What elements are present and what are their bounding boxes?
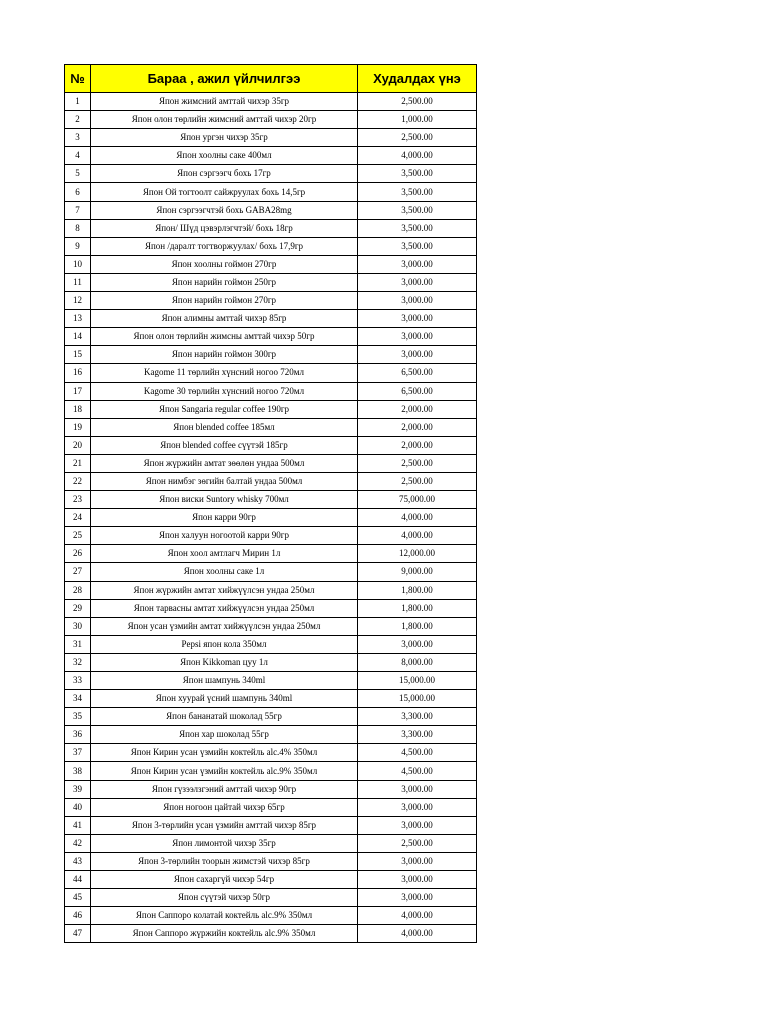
row-price: 6,500.00: [358, 382, 477, 400]
row-number: 29: [65, 599, 91, 617]
header-price: Худалдах үнэ: [358, 65, 477, 93]
row-item-name: Япон хоолны гоймон 270гр: [91, 255, 358, 273]
row-number: 45: [65, 889, 91, 907]
row-price: 3,500.00: [358, 237, 477, 255]
row-item-name: Япон нарийн гоймон 250гр: [91, 273, 358, 291]
table-row: [65, 165, 477, 183]
table-row: [65, 925, 477, 943]
row-price: 3,300.00: [358, 726, 477, 744]
row-item-name: Япон сэргээгчтэй бохь GABA28mg: [91, 201, 358, 219]
table-row: [65, 201, 477, 219]
row-number: 31: [65, 635, 91, 653]
row-number: 16: [65, 364, 91, 382]
table-row: [65, 780, 477, 798]
table-row: [65, 690, 477, 708]
row-number: 39: [65, 780, 91, 798]
row-price: 4,500.00: [358, 762, 477, 780]
row-item-name: Япон халуун ногоотой карри 90гр: [91, 527, 358, 545]
row-item-name: Япон бананатай шоколад 55гр: [91, 708, 358, 726]
table-row: [65, 744, 477, 762]
row-price: 2,500.00: [358, 454, 477, 472]
row-price: 3,000.00: [358, 346, 477, 364]
table-row: [65, 545, 477, 563]
row-price: 3,000.00: [358, 635, 477, 653]
row-number: 1: [65, 93, 91, 111]
table-row: [65, 527, 477, 545]
row-price: 2,500.00: [358, 93, 477, 111]
table-row: [65, 328, 477, 346]
row-price: 6,500.00: [358, 364, 477, 382]
table-row: [65, 436, 477, 454]
row-number: 23: [65, 491, 91, 509]
row-price: 4,000.00: [358, 925, 477, 943]
row-item-name: Япон Кирин усан үзмийн коктейль alc.4% 350мл: [91, 744, 358, 762]
row-price: 3,000.00: [358, 328, 477, 346]
row-item-name: Япон хоолны саке 400мл: [91, 147, 358, 165]
row-number: 12: [65, 292, 91, 310]
row-price: 3,500.00: [358, 165, 477, 183]
table-row: [65, 491, 477, 509]
row-price: 12,000.00: [358, 545, 477, 563]
table-row: [65, 255, 477, 273]
row-item-name: Япон сүүтэй чихэр 50гр: [91, 889, 358, 907]
row-item-name: Япон жүржийн амтат зөөлөн ундаа 500мл: [91, 454, 358, 472]
row-item-name: Япон хар шоколад 55гр: [91, 726, 358, 744]
row-number: 13: [65, 310, 91, 328]
row-price: 1,800.00: [358, 599, 477, 617]
row-item-name: Япон алимны амттай чихэр 85гр: [91, 310, 358, 328]
row-number: 47: [65, 925, 91, 943]
table-row: [65, 871, 477, 889]
table-row: [65, 111, 477, 129]
row-number: 30: [65, 617, 91, 635]
row-number: 3: [65, 129, 91, 147]
row-price: 3,000.00: [358, 798, 477, 816]
table-row: [65, 219, 477, 237]
table-row: [65, 183, 477, 201]
row-number: 43: [65, 852, 91, 870]
row-number: 27: [65, 563, 91, 581]
row-price: 4,500.00: [358, 744, 477, 762]
table-row: [65, 798, 477, 816]
row-item-name: Япон Kikkoman цуу 1л: [91, 653, 358, 671]
row-number: 22: [65, 472, 91, 490]
row-price: 4,000.00: [358, 147, 477, 165]
row-item-name: Япон/ Шүд цэвэрлэгчтэй/ бохь 18гр: [91, 219, 358, 237]
row-item-name: Kagome 11 төрлийн хүнсний ногоо 720мл: [91, 364, 358, 382]
row-item-name: Япон blended coffee сүүтэй 185гр: [91, 436, 358, 454]
row-number: 21: [65, 454, 91, 472]
table-row: [65, 672, 477, 690]
table-row: [65, 129, 477, 147]
row-item-name: Япон жүржийн амтат хийжүүлсэн ундаа 250мл: [91, 581, 358, 599]
row-price: 3,000.00: [358, 273, 477, 291]
header-item: Бараа , ажил үйлчилгээ: [91, 65, 358, 93]
row-number: 15: [65, 346, 91, 364]
row-item-name: Япон хоол амтлагч Мирин 1л: [91, 545, 358, 563]
row-number: 36: [65, 726, 91, 744]
row-item-name: Япон Sangaria regular coffee 190гр: [91, 400, 358, 418]
table-row: [65, 907, 477, 925]
row-number: 34: [65, 690, 91, 708]
row-item-name: Япон тарвасны амтат хийжүүлсэн ундаа 250мл: [91, 599, 358, 617]
row-number: 19: [65, 418, 91, 436]
row-item-name: Япон карри 90гр: [91, 509, 358, 527]
row-price: 3,500.00: [358, 183, 477, 201]
row-item-name: Pepsi япон кола 350мл: [91, 635, 358, 653]
table-row: [65, 509, 477, 527]
table-body: [65, 93, 477, 943]
row-number: 26: [65, 545, 91, 563]
row-number: 44: [65, 871, 91, 889]
row-item-name: Япон Саппоро колатай коктейль alc.9% 350мл: [91, 907, 358, 925]
row-price: 75,000.00: [358, 491, 477, 509]
table-row: [65, 454, 477, 472]
table-row: [65, 382, 477, 400]
row-price: 2,000.00: [358, 418, 477, 436]
table-row: [65, 635, 477, 653]
row-item-name: Япон жимсний амттай чихэр 35гр: [91, 93, 358, 111]
table-row: [65, 834, 477, 852]
price-table: [64, 64, 477, 943]
table-row: [65, 617, 477, 635]
row-price: 4,000.00: [358, 907, 477, 925]
table-row: [65, 472, 477, 490]
row-number: 8: [65, 219, 91, 237]
row-item-name: Kagome 30 төрлийн хүнсний ногоо 720мл: [91, 382, 358, 400]
table-row: [65, 346, 477, 364]
row-price: 1,800.00: [358, 617, 477, 635]
row-price: 15,000.00: [358, 672, 477, 690]
row-number: 6: [65, 183, 91, 201]
table-row: [65, 599, 477, 617]
row-item-name: Япон ургэн чихэр 35гр: [91, 129, 358, 147]
row-number: 18: [65, 400, 91, 418]
row-number: 9: [65, 237, 91, 255]
row-number: 11: [65, 273, 91, 291]
row-number: 5: [65, 165, 91, 183]
row-item-name: Япон 3-төрлийн тоорын жимстэй чихэр 85гр: [91, 852, 358, 870]
row-price: 1,800.00: [358, 581, 477, 599]
row-item-name: Япон шампунь 340ml: [91, 672, 358, 690]
table-row: [65, 400, 477, 418]
row-price: 3,000.00: [358, 852, 477, 870]
row-item-name: Япон ногоон цайтай чихэр 65гр: [91, 798, 358, 816]
row-item-name: Япон blended coffee 185мл: [91, 418, 358, 436]
table-row: [65, 852, 477, 870]
header-number: №: [65, 65, 91, 93]
row-number: 24: [65, 509, 91, 527]
row-price: 3,000.00: [358, 292, 477, 310]
row-item-name: Япон хуурай үсний шампунь 340ml: [91, 690, 358, 708]
row-price: 3,000.00: [358, 871, 477, 889]
row-number: 17: [65, 382, 91, 400]
row-price: 2,500.00: [358, 129, 477, 147]
row-price: 3,500.00: [358, 219, 477, 237]
row-item-name: Япон усан үзмийн амтат хийжүүлсэн ундаа 250мл: [91, 617, 358, 635]
table-row: [65, 273, 477, 291]
row-price: 3,000.00: [358, 255, 477, 273]
row-price: 3,000.00: [358, 889, 477, 907]
row-item-name: Япон хоолны саке 1л: [91, 563, 358, 581]
row-price: 8,000.00: [358, 653, 477, 671]
row-price: 4,000.00: [358, 509, 477, 527]
row-number: 42: [65, 834, 91, 852]
row-number: 10: [65, 255, 91, 273]
row-number: 33: [65, 672, 91, 690]
table-row: [65, 653, 477, 671]
row-number: 20: [65, 436, 91, 454]
row-item-name: Япон олон төрлийн жимсны амттай чихэр 50гр: [91, 328, 358, 346]
row-item-name: Япон виски Suntory whisky 700мл: [91, 491, 358, 509]
table-row: [65, 581, 477, 599]
row-price: 3,000.00: [358, 780, 477, 798]
row-item-name: Япон сэргээгч бохь 17гр: [91, 165, 358, 183]
table-row: [65, 237, 477, 255]
row-number: 28: [65, 581, 91, 599]
table-row: [65, 816, 477, 834]
row-item-name: Япон Ой тогтоолт сайжруулах бохь 14,5гр: [91, 183, 358, 201]
row-number: 37: [65, 744, 91, 762]
row-item-name: Япон Саппоро жүржийн коктейль alc.9% 350мл: [91, 925, 358, 943]
row-price: 2,500.00: [358, 472, 477, 490]
row-number: 38: [65, 762, 91, 780]
header-row: [65, 65, 477, 93]
row-price: 2,500.00: [358, 834, 477, 852]
row-price: 3,000.00: [358, 310, 477, 328]
row-item-name: Япон нимбэг зөгийн балтай ундаа 500мл: [91, 472, 358, 490]
row-number: 41: [65, 816, 91, 834]
row-item-name: Япон 3-төрлийн усан үзмийн амттай чихэр 85гр: [91, 816, 358, 834]
row-item-name: Япон сахаргүй чихэр 54гр: [91, 871, 358, 889]
row-number: 35: [65, 708, 91, 726]
row-price: 3,300.00: [358, 708, 477, 726]
row-item-name: Япон лимонтой чихэр 35гр: [91, 834, 358, 852]
row-price: 9,000.00: [358, 563, 477, 581]
row-item-name: Япон нарийн гоймон 270гр: [91, 292, 358, 310]
table-header: [65, 65, 477, 93]
table-row: [65, 292, 477, 310]
row-number: 25: [65, 527, 91, 545]
row-item-name: Япон олон төрлийн жимсний амттай чихэр 20гр: [91, 111, 358, 129]
row-price: 2,000.00: [358, 436, 477, 454]
table-row: [65, 147, 477, 165]
row-number: 2: [65, 111, 91, 129]
table-row: [65, 418, 477, 436]
row-number: 4: [65, 147, 91, 165]
row-number: 46: [65, 907, 91, 925]
table-row: [65, 889, 477, 907]
row-number: 32: [65, 653, 91, 671]
row-number: 14: [65, 328, 91, 346]
row-item-name: Япон нарийн гоймон 300гр: [91, 346, 358, 364]
table-row: [65, 364, 477, 382]
table-row: [65, 762, 477, 780]
table-row: [65, 563, 477, 581]
row-item-name: Япон гүзээлзгэний амттай чихэр 90гр: [91, 780, 358, 798]
row-item-name: Япон /даралт тогтворжуулах/ бохь 17,9гр: [91, 237, 358, 255]
row-price: 3,500.00: [358, 201, 477, 219]
table-row: [65, 726, 477, 744]
row-number: 7: [65, 201, 91, 219]
row-price: 15,000.00: [358, 690, 477, 708]
table-row: [65, 310, 477, 328]
table-row: [65, 93, 477, 111]
row-price: 1,000.00: [358, 111, 477, 129]
row-price: 3,000.00: [358, 816, 477, 834]
row-price: 4,000.00: [358, 527, 477, 545]
table-row: [65, 708, 477, 726]
row-price: 2,000.00: [358, 400, 477, 418]
row-number: 40: [65, 798, 91, 816]
row-item-name: Япон Кирин усан үзмийн коктейль alc.9% 350мл: [91, 762, 358, 780]
